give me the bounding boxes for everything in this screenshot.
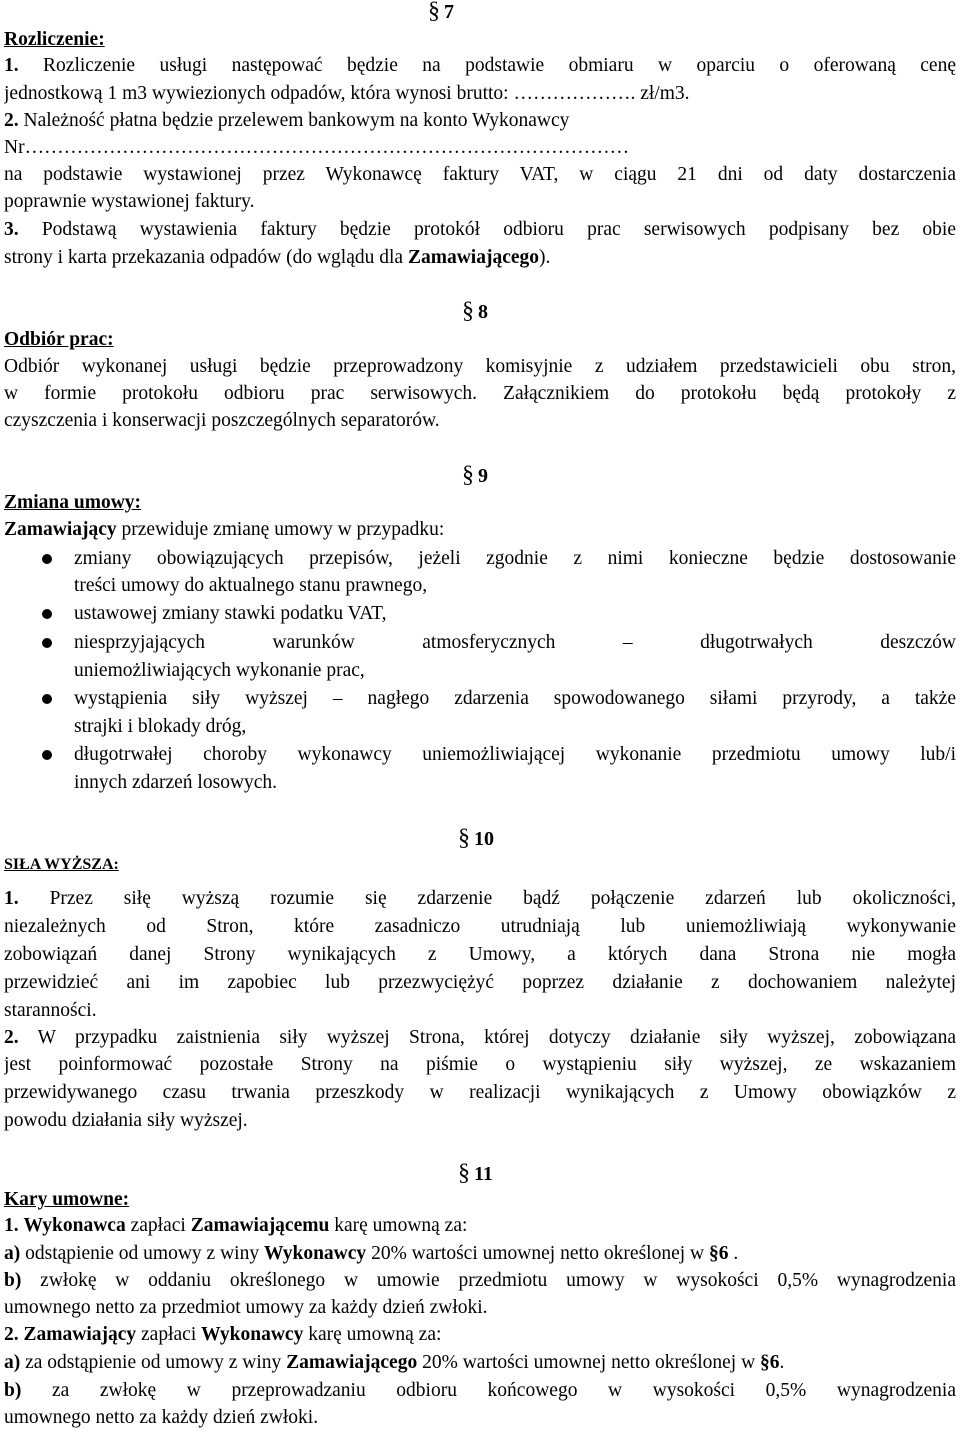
section-10-marker: § 10	[458, 825, 494, 851]
section-11-p2-b-line2: umownego netto za każdy dzień zwłoki.	[4, 1407, 319, 1428]
bullet-icon	[42, 638, 52, 648]
bullet-icon	[42, 750, 52, 760]
section-7-p2-line1: 2. Należność płatna będzie przelewem bankowym na konto Wykonawcy	[4, 110, 570, 131]
section-11-p2: 2. Zamawiający zapłaci Wykonawcy karę umowną za:	[4, 1324, 442, 1345]
section-11-p2-b-line1: b) za zwłokę w przeprowadzaniu odbioru końcowego w wysokości 0,5% wynagrodzenia	[4, 1380, 956, 1401]
section-7-p1-line1: 1. Rozliczenie usługi następować będzie na podstawie obmiaru w oparciu o oferowaną cenę	[4, 55, 956, 76]
section-9-bullet5-line2: innych zdarzeń losowych.	[74, 772, 278, 793]
section-7-p2-line4: poprawnie wystawionej faktury.	[4, 191, 255, 212]
section-9-intro: Zamawiający przewiduje zmianę umowy w przypadku:	[4, 519, 445, 540]
section-10-p2-line2: jest poinformować pozostałe Strony na piśmie o wystąpieniu siły wyższej, ze wskazaniem	[4, 1054, 956, 1075]
section-8-line3: czyszczenia i konserwacji poszczególnych separatorów.	[4, 410, 440, 431]
bullet-icon	[42, 694, 52, 704]
section-9-bullet1-line2: treści umowy do aktualnego stanu prawnego,	[74, 575, 428, 596]
section-9-bullet5-line1: długotrwałej choroby wykonawcy uniemożliwiającej wykonanie przedmiotu umowy lub/i	[74, 744, 956, 765]
section-10-p2-line4: powodu działania siły wyższej.	[4, 1110, 248, 1131]
section-9-bullet4-line1: wystąpienia siły wyższej – nagłego zdarzenia spowodowanego siłami przyrody, a także	[74, 688, 956, 709]
section-7-p3-line2: strony i karta przekazania odpadów (do wglądu dla Zamawiającego).	[4, 247, 551, 268]
section-8-line1: Odbiór wykonanej usługi będzie przeprowadzony komisyjnie z udziałem przedstawicieli obu stron,	[4, 356, 956, 377]
section-10-p1-line5: staranności.	[4, 1000, 97, 1021]
section-10-p1-line1: 1. Przez siłę wyższą rozumie się zdarzenie bądź połączenie zdarzeń lub okoliczności,	[4, 888, 956, 909]
section-8-marker: § 8	[462, 298, 488, 324]
section-9-bullet1-line1: zmiany obowiązujących przepisów, jeżeli zgodnie z nimi konieczne będzie dostosowanie	[74, 548, 956, 569]
section-10-p2-line3: przewidywanego czasu trwania przeszkody w realizacji wynikających z Umowy obowiązków z	[4, 1082, 956, 1103]
section-10-p1-line3: zobowiązań danej Strony wynikających z Umowy, a których dana Strona nie mogła	[4, 944, 956, 965]
section-10-heading: SIŁA WYŻSZA:	[4, 856, 119, 873]
section-11-p1-b-line2: umownego netto za przedmiot umowy za każdy dzień zwłoki.	[4, 1297, 488, 1318]
bullet-icon	[42, 609, 52, 619]
section-11-marker: § 11	[458, 1160, 493, 1186]
section-7-p2-line3: na podstawie wystawionej przez Wykonawcę faktury VAT, w ciągu 21 dni od daty dostarczenia	[4, 164, 956, 185]
section-9-bullet4-line2: strajki i blokady dróg,	[74, 716, 247, 737]
section-11-heading: Kary umowne:	[4, 1189, 130, 1210]
section-7-p1-line2: jednostkową 1 m3 wywiezionych odpadów, która wynosi brutto: ………………. zł/m3.	[4, 83, 690, 104]
section-11-p1-a: a) odstąpienie od umowy z winy Wykonawcy 20% wartości umownej netto określonej w §6 .	[4, 1243, 739, 1264]
section-10-p1-line2: niezależnych od Stron, które zasadniczo utrudniają lub uniemożliwiają wykonywanie	[4, 916, 956, 937]
section-11-p1: 1. Wykonawca zapłaci Zamawiającemu karę umowną za:	[4, 1215, 468, 1236]
section-7-marker: § 7	[428, 0, 454, 24]
section-11-p2-a: a) za odstąpienie od umowy z winy Zamawiającego 20% wartości umownej netto określonej w §6.	[4, 1352, 785, 1373]
section-9-heading: Zmiana umowy:	[4, 492, 142, 513]
section-11-p1-b-line1: b) zwłokę w oddaniu określonego w umowie przedmiotu umowy w wysokości 0,5% wynagrodzenia	[4, 1270, 956, 1291]
section-9-bullet3-line1: niesprzyjających warunków atmosferycznych – długotrwałych deszczów	[74, 632, 956, 653]
section-9-bullet3-line2: uniemożliwiających wykonanie prac,	[74, 660, 365, 681]
section-9-bullet2-line1: ustawowej zmiany stawki podatku VAT,	[74, 603, 387, 624]
section-7-p3-line1: 3. Podstawą wystawienia faktury będzie protokół odbioru prac serwisowych podpisany bez obie	[4, 219, 956, 240]
section-8-heading: Odbiór prac:	[4, 329, 114, 350]
section-7-p2-line2: Nr…………………………………………………………………………………	[4, 137, 630, 158]
section-7-heading: Rozliczenie:	[4, 29, 105, 50]
bullet-icon	[42, 554, 52, 564]
section-10-p1-line4: przewidzieć ani im zapobiec lub przezwyciężyć poprzez działanie z dochowaniem należytej	[4, 972, 956, 993]
section-10-p2-line1: 2. W przypadku zaistnienia siły wyższej Strona, której dotyczy działanie siły wyższej, zobowiązana	[4, 1027, 956, 1048]
section-8-line2: w formie protokołu odbioru prac serwisowych. Załącznikiem do protokołu będą protokoły z	[4, 383, 956, 404]
section-9-marker: § 9	[462, 462, 488, 488]
